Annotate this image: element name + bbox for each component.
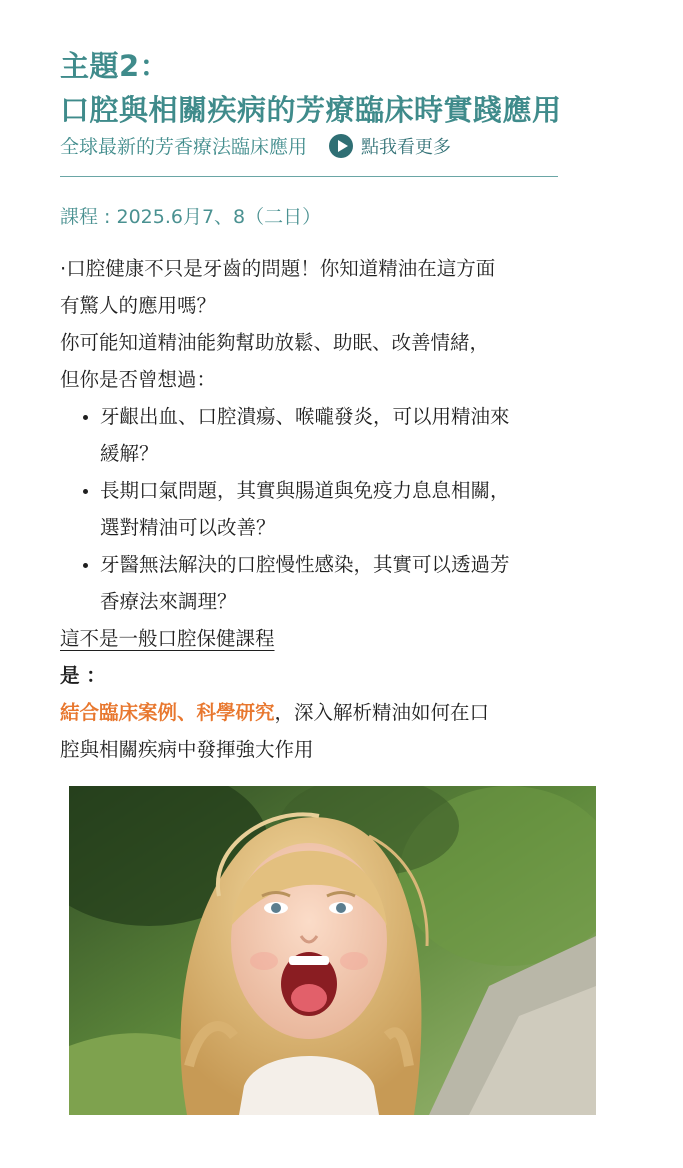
subtitle: 全球最新的芳香療法臨床應用 [60,136,308,158]
see-more-link[interactable] [329,133,451,159]
page-title [60,44,562,132]
list-item-line: 牙齦出血、口腔潰瘍、喉嚨發炎，可以用精油來 [100,405,510,428]
play-circle-icon [329,134,353,158]
is-label: 是 ： [60,664,106,687]
intro-line: 但你是否曾想過： [60,368,217,391]
intro-line: 你可能知道精油能夠幫助放鬆、助眠、改善情緒， [60,331,490,354]
list-item-line: 緩解？ [100,442,159,465]
list-item [100,472,630,546]
list-item [100,398,630,472]
list-item [100,546,630,620]
highlight-text: 結合臨床案例、科學研究 [60,701,275,724]
list-item-line: 長期口氣問題，其實與腸道與免疫力息息相關， [100,479,510,502]
question-list [60,398,630,620]
not-ordinary-course: 這不是一般口腔保健課程 [60,627,275,650]
intro-line: ·口腔健康不只是牙齒的問題！你知道精油在這方面 [60,257,496,280]
title-line-1: 主題2： [60,49,170,83]
title-line-2: 口腔與相關疾病的芳療臨床時實踐應用 [60,93,562,127]
girl-open-mouth-photo [69,786,596,1115]
list-item-line: 選對精油可以改善？ [100,516,276,539]
list-item-line: 香療法來調理？ [100,590,237,613]
intro-line: 有驚人的應用嗎？ [60,294,217,317]
see-more-label: 點我看更多 [361,136,452,158]
conclusion-line-2: 腔與相關疾病中發揮強大作用 [60,738,314,761]
article-body [60,250,630,768]
conclusion-rest: ，深入解析精油如何在口 [274,701,490,724]
list-item-line: 牙醫無法解決的口腔慢性感染，其實可以透過芳 [100,553,510,576]
subtitle-row [60,132,451,159]
conclusion [60,694,630,731]
course-date: 課程 : 2025.6月7、8（二日） [60,206,322,228]
divider [60,176,558,177]
